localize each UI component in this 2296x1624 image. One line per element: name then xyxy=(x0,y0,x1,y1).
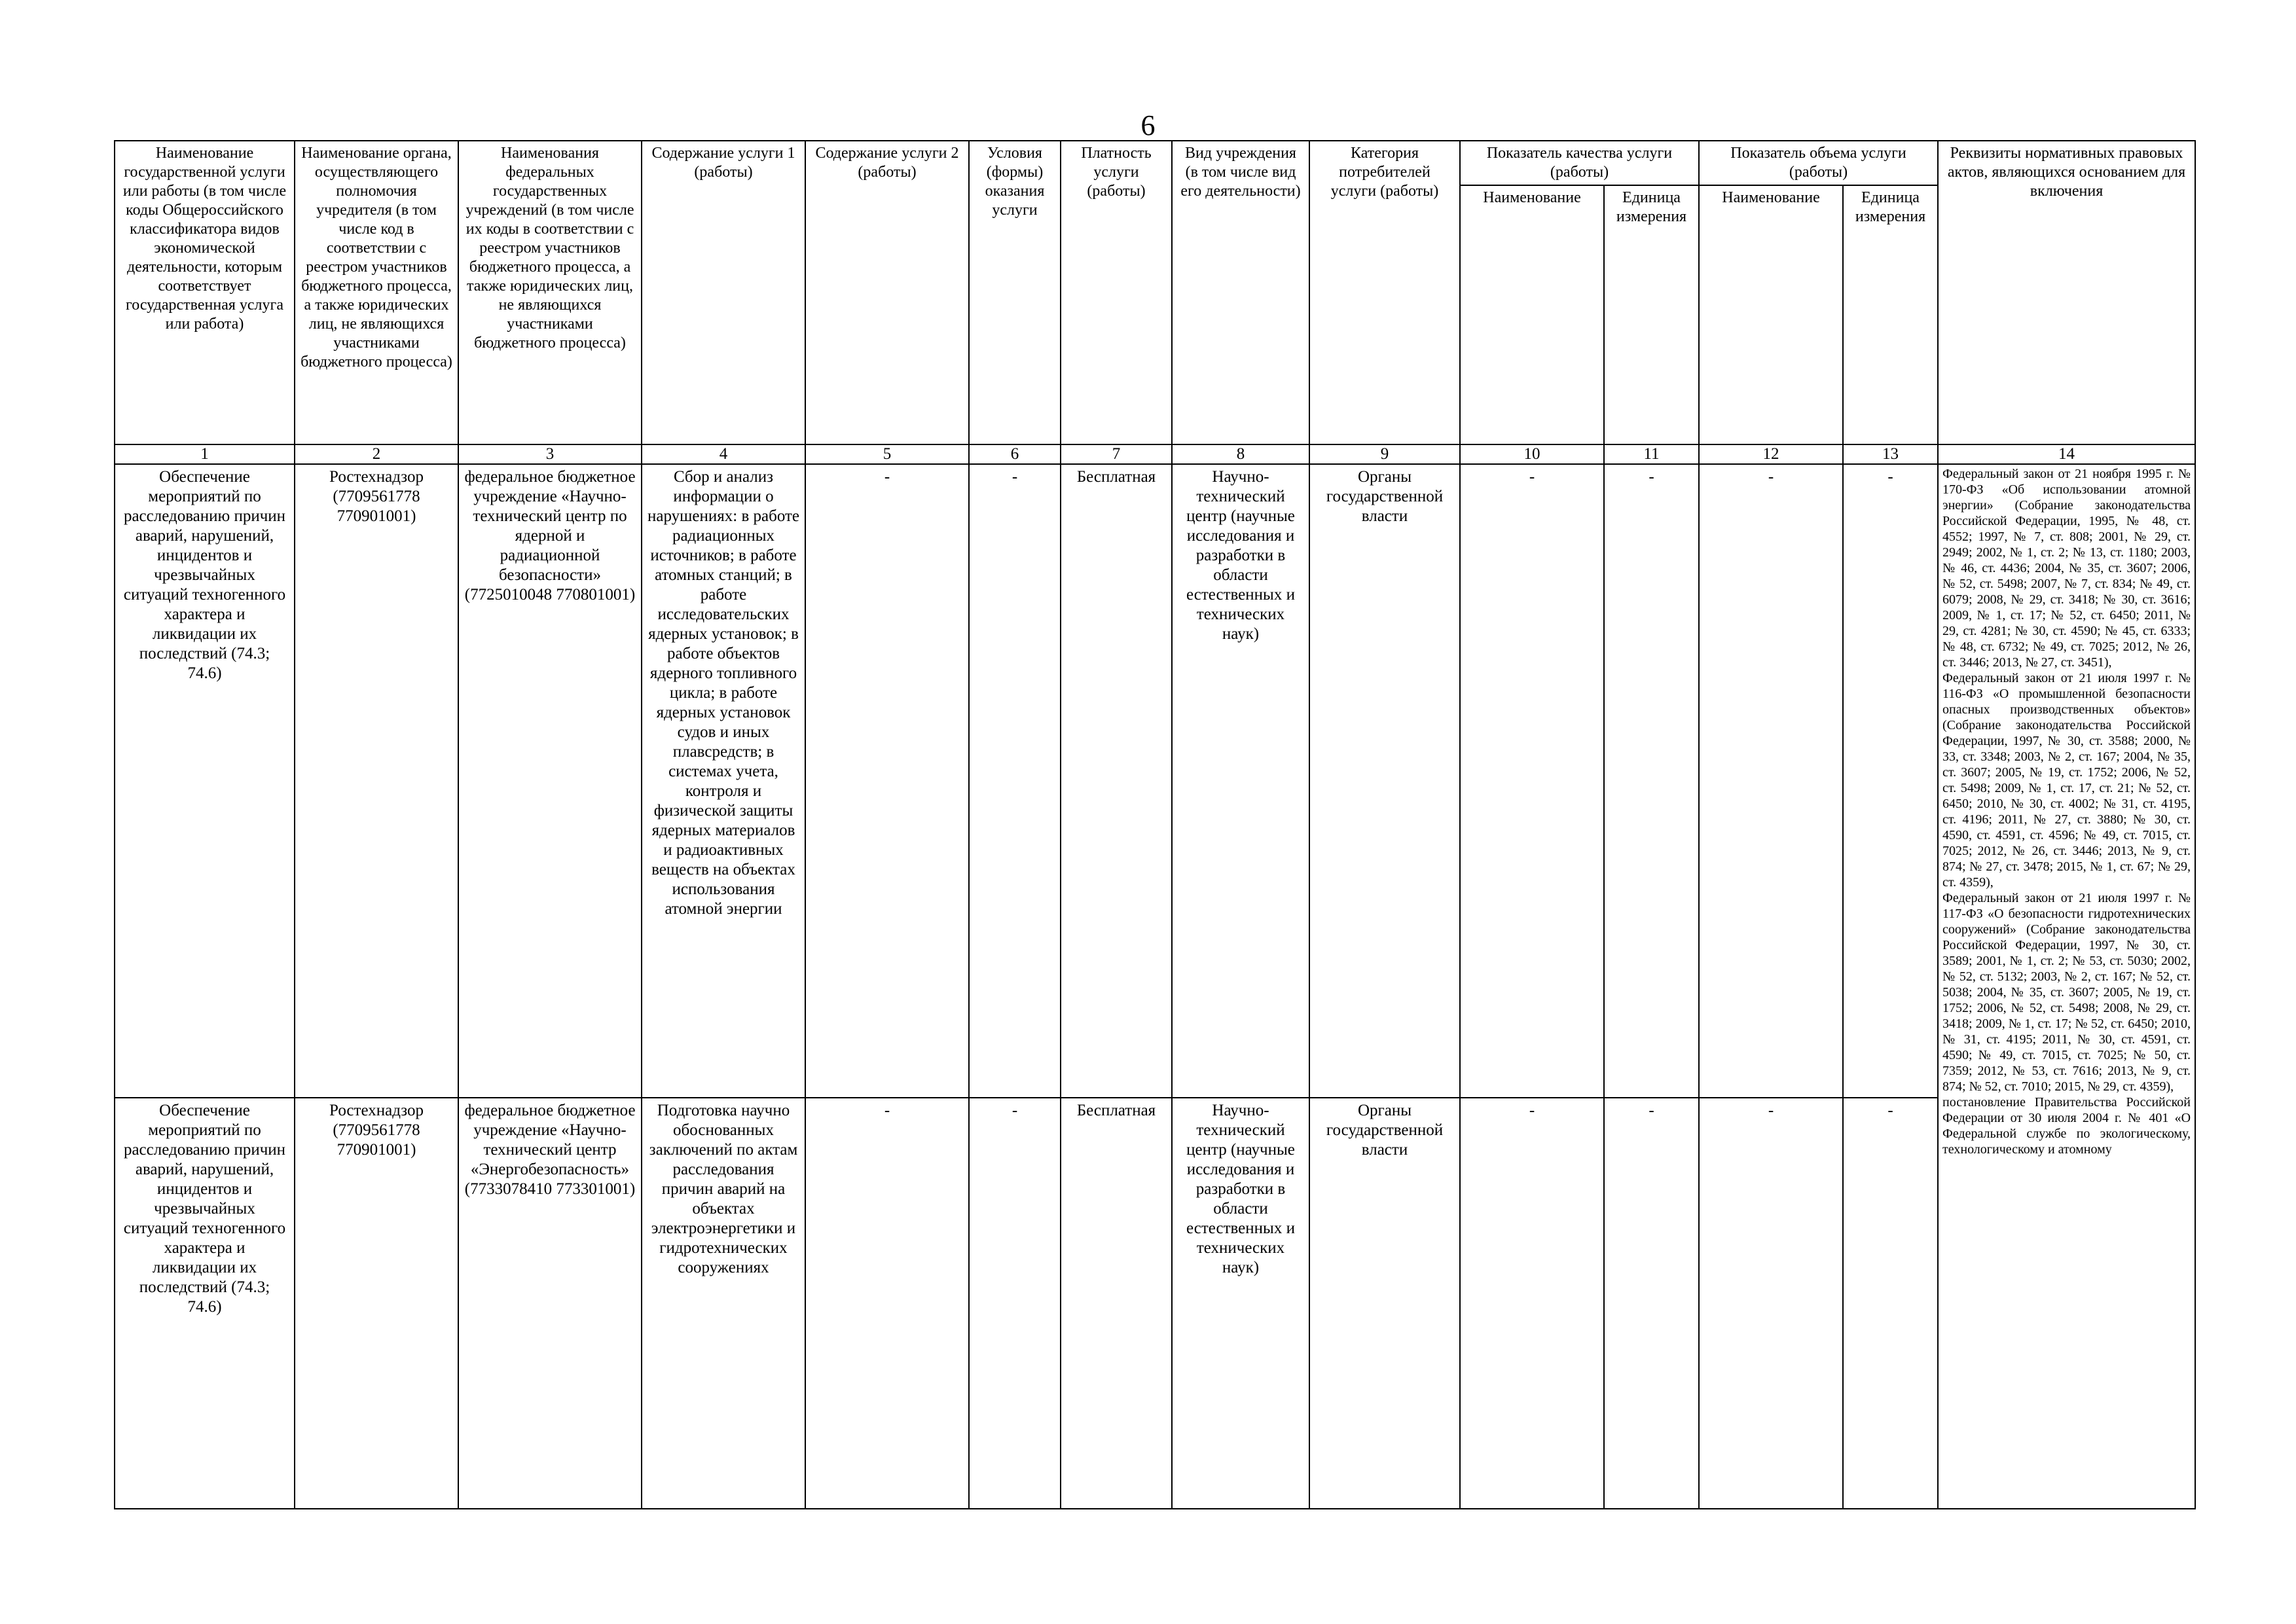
legal-act-item: постановление Правительства Российской Федерации от 30 июля 2004 г. № 401 «О Федеральной службе по экологическому, технологическому и атомному xyxy=(1942,1095,2191,1157)
quality-unit-cell: - xyxy=(1604,464,1699,1098)
content-1-cell: Подготовка научно обоснованных заключений по актам расследования причин аварий на объектах электроэнергетики и гидротехнических сооружениях xyxy=(642,1098,805,1509)
header-row-top xyxy=(115,141,2195,185)
header-quality-name: Наименование xyxy=(1460,185,1604,444)
page-number: 6 xyxy=(1140,109,1156,141)
column-number: 1 xyxy=(115,444,295,464)
column-number: 12 xyxy=(1699,444,1843,464)
institution-type-cell: Научно-технический центр (научные исследования и разработки в области естественных и технических наук) xyxy=(1172,1098,1309,1509)
service-name-cell: Обеспечение мероприятий по расследованию причин аварий, нарушений, инцидентов и чрезвычайных ситуаций техногенного характера и ликвидации их последствий (74.3; 74.6) xyxy=(115,1098,295,1509)
founder-body-cell: Ростехнадзор (7709561778 770901001) xyxy=(295,464,458,1098)
conditions-cell: - xyxy=(969,1098,1061,1509)
table-row xyxy=(115,464,2195,1098)
legal-act-item: Федеральный закон от 21 июля 1997 г. № 116-ФЗ «О промышленной безопасности опасных производственных объектов» (Собрание законодательства Российской Федерации, 1997, № 30, ст. 3588; 2000, № 33, ст. 3348; 2003, № 2, ст. 167; 2004, № 35, ст. 3607; 2005, № 19, ст. 1752; 2006, № 52, ст. 5498; 2009, № 1, ст. 17, ст. 21; № 52, ст. 6450; 2010, № 30, ст. 4002; № 31, ст. 4195, ст. 4196; 2011, № 27, ст. 3880; № 30, ст. 4590, ст. 4591, ст. 4596; № 49, ст. 7015, ст. 7025; 2012, № 26, ст. 3446; 2013, № 9, ст. 874; № 27, ст. 3478; 2015, № 1, ст. 67; № 29, ст. 4359), xyxy=(1942,671,2191,890)
column-number: 9 xyxy=(1309,444,1460,464)
service-name-cell: Обеспечение мероприятий по расследованию причин аварий, нарушений, инцидентов и чрезвычайных ситуаций техногенного характера и ликвидации их последствий (74.3; 74.6) xyxy=(115,464,295,1098)
column-numbers-row xyxy=(115,444,2195,464)
legal-act-item: Федеральный закон от 21 ноября 1995 г. № 170-ФЗ «Об использовании атомной энергии» (Собрание законодательства Российской Федерации, 1995, № 48, ст. 4552; 1997, № 7, ст. 808; 2001, № 29, ст. 2949; 2002, № 1, ст. 2; № 13, ст. 1180; 2003, № 46, ст. 4436; 2004, № 35, ст. 3607; 2006, № 52, ст. 5498; 2007, № 7, ст. 834; № 49, ст. 6079; 2008, № 29, ст. 3418; № 30, ст. 3616; 2009, № 1, ст. 17; № 52, ст. 6450; 2011, № 29, ст. 4281; № 30, ст. 4590; № 45, ст. 6333; № 48, ст. 6732; № 49, ст. 7025; 2012, № 26, ст. 3446; 2013, № 27, ст. 3451), xyxy=(1942,467,2191,670)
quality-name-cell: - xyxy=(1460,464,1604,1098)
conditions-cell: - xyxy=(969,464,1061,1098)
column-number: 2 xyxy=(295,444,458,464)
volume-name-cell: - xyxy=(1699,464,1843,1098)
header-legal-acts: Реквизиты нормативных правовых актов, являющихся основанием для включения xyxy=(1938,141,2195,444)
services-table xyxy=(114,140,2196,1509)
payment-cell: Бесплатная xyxy=(1061,464,1172,1098)
column-number: 10 xyxy=(1460,444,1604,464)
header-consumer-category: Категория потребителей услуги (работы) xyxy=(1309,141,1460,444)
quality-unit-cell: - xyxy=(1604,1098,1699,1509)
column-number: 14 xyxy=(1938,444,2195,464)
header-volume-indicator: Показатель объема услуги (работы) xyxy=(1699,141,1938,185)
institution-type-cell: Научно-технический центр (научные исследования и разработки в области естественных и технических наук) xyxy=(1172,464,1309,1098)
header-service-name: Наименование государственной услуги или работы (в том числе коды Общероссийского классификатора видов экономической деятельности, которым соответствует государственная услуга или работа) xyxy=(115,141,295,444)
consumer-category-cell: Органы государственной власти xyxy=(1309,464,1460,1098)
content-1-cell: Сбор и анализ информации о нарушениях: в работе радиационных источников; в работе атомных станций; в работе исследовательских ядерных установок; в работе объектов ядерного топливного цикла; в работе ядерных установок судов и иных плавсредств; в системах учета, контроля и физической защиты ядерных материалов и радиоактивных веществ на объектах использования атомной энергии xyxy=(642,464,805,1098)
column-number: 7 xyxy=(1061,444,1172,464)
header-institutions: Наименования федеральных государственных учреждений (в том числе их коды в соответствии с реестром участников бюджетного процесса, а также юридических лиц, не являющихся участниками бюджетного процесса) xyxy=(458,141,642,444)
payment-cell: Бесплатная xyxy=(1061,1098,1172,1509)
legal-act-item: Федеральный закон от 21 июля 1997 г. № 117-ФЗ «О безопасности гидротехнических сооружений» (Собрание законодательства Российской Федерации, 1997, № 30, ст. 3589; 2001, № 1, ст. 2; № 53, ст. 5030; 2002, № 52, ст. 5132; 2003, № 2, ст. 167; № 52, ст. 5038; 2004, № 35, ст. 3607; 2005, № 19, ст. 1752; 2006, № 52, ст. 5498; 2008, № 29, ст. 3418; 2009, № 1, ст. 17; № 52, ст. 6450; 2010, № 31, ст. 4195; 2011, № 30, ст. 4591, ст. 4590; № 49, ст. 7015, ст. 7025; № 50, ст. 7359; 2012, № 53, ст. 7616; 2013, № 9, ст. 874; № 52, ст. 7010; 2015, № 29, ст. 4359), xyxy=(1942,891,2191,1094)
header-founder-body: Наименование органа, осуществляющего полномочия учредителя (в том числе код в соответствии с реестром участников бюджетного процесса, а также юридических лиц, не являющихся участниками бюджетного процесса) xyxy=(295,141,458,444)
header-payment: Платность услуги (работы) xyxy=(1061,141,1172,444)
institution-cell: федеральное бюджетное учреждение «Научно-технический центр «Энергобезопасность» (7733078410 773301001) xyxy=(458,1098,642,1509)
header-institution-type: Вид учреждения (в том числе вид его деятельности) xyxy=(1172,141,1309,444)
quality-name-cell: - xyxy=(1460,1098,1604,1509)
consumer-category-cell: Органы государственной власти xyxy=(1309,1098,1460,1509)
header-volume-unit: Единица измерения xyxy=(1843,185,1938,444)
header-content-2: Содержание услуги 2 (работы) xyxy=(805,141,969,444)
volume-name-cell: - xyxy=(1699,1098,1843,1509)
founder-body-cell: Ростехнадзор (7709561778 770901001) xyxy=(295,1098,458,1509)
header-content-1: Содержание услуги 1 (работы) xyxy=(642,141,805,444)
column-number: 4 xyxy=(642,444,805,464)
legal-acts-cell xyxy=(1938,464,2195,1509)
institution-cell: федеральное бюджетное учреждение «Научно-технический центр по ядерной и радиационной безопасности» (7725010048 770801001) xyxy=(458,464,642,1098)
volume-unit-cell: - xyxy=(1843,1098,1938,1509)
column-number: 8 xyxy=(1172,444,1309,464)
header-quality-unit: Единица измерения xyxy=(1604,185,1699,444)
column-number: 5 xyxy=(805,444,969,464)
header-volume-name: Наименование xyxy=(1699,185,1843,444)
volume-unit-cell: - xyxy=(1843,464,1938,1098)
content-2-cell: - xyxy=(805,464,969,1098)
column-number: 13 xyxy=(1843,444,1938,464)
table-row xyxy=(115,1098,2195,1509)
column-number: 6 xyxy=(969,444,1061,464)
column-number: 3 xyxy=(458,444,642,464)
header-quality-indicator: Показатель качества услуги (работы) xyxy=(1460,141,1699,185)
header-conditions: Условия (формы) оказания услуги xyxy=(969,141,1061,444)
content-2-cell: - xyxy=(805,1098,969,1509)
column-number: 11 xyxy=(1604,444,1699,464)
